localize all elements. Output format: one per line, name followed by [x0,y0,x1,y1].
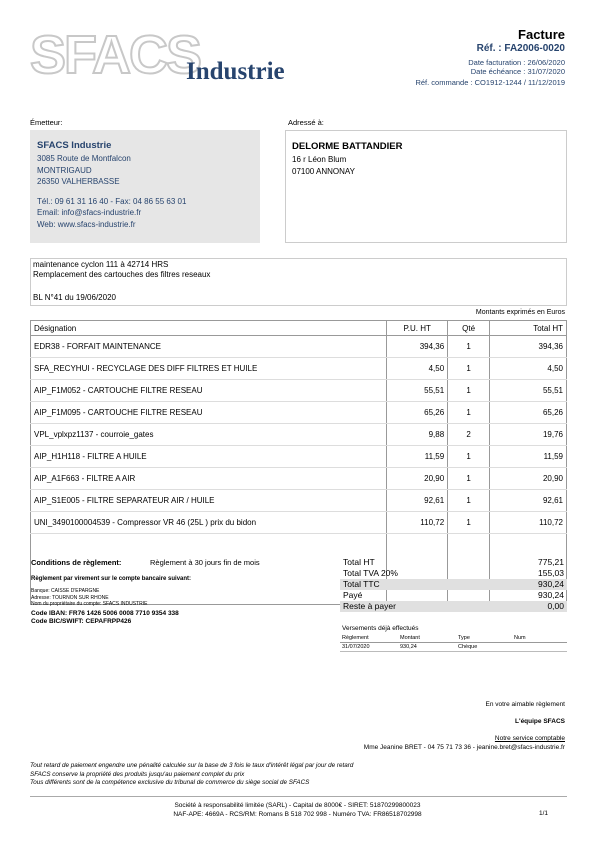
line-total: 20,90 [490,468,567,490]
sender-address-line: MONTRIGAUD [37,165,92,175]
payment-number [512,643,567,652]
line-designation: SFA_RECYHUI - RECYCLAGE DES DIFF FILTRES ET HUILE [31,358,387,380]
line-unit-price: 394,36 [387,336,448,358]
recipient-address-line: 16 r Léon Blum [292,155,347,164]
line-unit-price: 4,50 [387,358,448,380]
line-designation: VPL_vplxpz1137 - courroie_gates [31,424,387,446]
table-row [31,336,567,358]
subject-line: Remplacement des cartouches des filtres reseaux [33,270,211,279]
line-total: 55,51 [490,380,567,402]
payment-conditions-value: Règlement à 30 jours fin de mois [150,558,260,567]
page-number: 1/1 [538,810,548,817]
team-signature: L'équipe SFACS [515,718,565,725]
line-quantity: 1 [448,490,490,512]
total-value: 775,21 [538,557,564,567]
invoice-subject-box [30,258,567,306]
line-designation: AIP_A1F663 - FILTRE A AIR [31,468,387,490]
sender-website: Web: www.sfacs-industrie.fr [37,219,136,229]
recipient-box [285,130,567,243]
bank-name: Banque: CAISSE D'EPARGNE [31,588,100,594]
total-label: Total TVA 20% [343,568,398,578]
total-label: Reste à payer [343,601,396,611]
column-header-unit-price: P.U. HT [387,321,448,336]
sender-email: Email: info@sfacs-industrie.fr [37,208,142,217]
delivery-note: BL N°41 du 19/06/2020 [33,293,116,302]
line-unit-price: 92,61 [387,490,448,512]
sender-label: Émetteur: [30,118,63,127]
line-designation: UNI_3490100004539 - Compressor VR 46 (25L ) prix du bidon [31,512,387,534]
column-header-designation: Désignation [31,321,387,336]
total-value: 930,24 [538,590,564,600]
line-quantity: 1 [448,336,490,358]
invoice-subject [33,260,210,303]
total-tva-row [340,568,567,579]
line-total: 92,61 [490,490,567,512]
legal-mention-line: Tous différents sont de la compétence exclusive du tribunal de commerce du siège social de SFACS [30,779,310,786]
currency-note: Montants exprimés en Euros [475,309,565,316]
line-total: 394,36 [490,336,567,358]
legal-mention-line: Tout retard de paiement engendre une pénalité calculée sur la base de 3 fois le taux d'intérêt légal par jour de retard [30,762,354,769]
line-quantity: 1 [448,446,490,468]
total-ttc-row [340,579,567,590]
accounting-contact: Mme Jeanine BRET - 04 75 71 73 36 - jeanine.bret@sfacs-industrie.fr [363,744,565,751]
company-logo: SFACS [30,25,201,85]
line-quantity: 1 [448,512,490,534]
sender-name: SFACS Industrie [37,140,112,151]
table-row [31,490,567,512]
footer-line: NAF-APE: 4669A - RCS/RM: Romans B 518 702 998 - Numéro TVA: FR86518702998 [173,811,422,818]
footer-line: Société à responsabilité limitée (SARL) - Capital de 8000€ - SIRET: 51870299800023 [174,802,421,809]
table-row [31,512,567,534]
column-header-quantity: Qté [448,321,490,336]
payments-header: Type [458,635,470,641]
payments-title: Versements déjà effectués [342,625,419,632]
line-unit-price: 110,72 [387,512,448,534]
line-unit-price: 55,51 [387,380,448,402]
total-value: 155,03 [538,568,564,578]
line-designation: AIP_S1E005 - FILTRE SEPARATEUR AIR / HUILE [31,490,387,512]
total-label: Total HT [343,557,375,567]
payments-header-row [340,634,567,643]
line-unit-price: 65,26 [387,402,448,424]
line-designation: EDR38 - FORFAIT MAINTENANCE [31,336,387,358]
line-unit-price: 11,59 [387,446,448,468]
total-label: Payé [343,590,363,600]
accounting-service: Notre service comptable [494,735,565,742]
bank-address: Adresse: TOURNON SUR RHONE [31,594,109,601]
paid-row [340,590,567,601]
iban: Code IBAN: FR76 1426 5006 0008 7710 9354 338 [31,610,179,617]
line-unit-price: 20,90 [387,468,448,490]
recipient-address-line: 07100 ANNONAY [292,166,355,176]
total-ht-row [340,557,567,568]
bank-transfer-title: Règlement par virement sur le compte bancaire suivant: [31,576,192,582]
company-logo-subtitle: Industrie [186,58,285,85]
total-value: 930,24 [538,579,564,589]
sender-phone: Tél.: 09 61 31 16 40 - Fax: 04 86 55 63 01 [37,196,187,206]
bic: Code BIC/SWIFT: CEPAFRPP426 [31,618,132,625]
table-row [31,380,567,402]
invoice-date: Date facturation : 26/06/2020 [468,58,565,67]
due-date: Date échéance : 31/07/2020 [470,67,565,76]
invoice-reference: Réf. : FA2006-0020 [476,43,565,54]
total-value: 0,00 [547,601,564,611]
balance-due-row [340,601,567,612]
payment-type: Chèque [458,644,478,650]
bank-codes [31,610,179,626]
payments-row [340,643,567,652]
line-designation: AIP_H1H118 - FILTRE A HUILE [31,446,387,468]
subject-line: maintenance cyclon 111 à 42714 HRS [33,260,169,269]
line-quantity: 1 [448,380,490,402]
line-quantity: 1 [448,402,490,424]
company-legal-footer [0,801,595,819]
table-header-row [31,321,567,336]
payments-header: Règlement [342,635,369,641]
table-row [31,424,567,446]
sender-address-line: 3085 Route de Montfalcon [37,154,131,163]
legal-mentions [30,762,353,788]
line-quantity: 2 [448,424,490,446]
recipient-address [292,154,355,177]
line-unit-price: 9,88 [387,424,448,446]
account-owner: Nom du propriétaire du compte: SFACS INDUSTRIE [31,601,148,607]
payment-date: 31/07/2020 [342,644,370,650]
document-title: Facture [518,27,565,42]
order-reference: Réf. commande : CO1912-1244 / 11/12/2019 [415,78,565,87]
recipient-label: Adressé à: [288,118,324,127]
table-row [31,358,567,380]
sender-box [30,130,260,243]
line-quantity: 1 [448,468,490,490]
payments-table [340,634,567,652]
payment-amount: 930,24 [400,644,417,650]
line-designation: AIP_F1M095 - CARTOUCHE FILTRE RESEAU [31,402,387,424]
sender-address-line: 26350 VALHERBASSE [37,177,120,186]
column-header-total: Total HT [490,321,567,336]
payments-header: Num [514,635,526,641]
payment-conditions-label: Conditions de règlement: [31,558,122,567]
line-designation: AIP_F1M052 - CARTOUCHE FILTRE RESEAU [31,380,387,402]
closing-greeting: En votre aimable règlement [485,701,565,708]
footer-divider [30,796,567,797]
legal-mention-line: SFACS conserve la propriété des produits jusqu'au paiement complet du prix [30,770,245,778]
line-quantity: 1 [448,358,490,380]
table-row [31,468,567,490]
total-label: Total TTC [343,579,380,589]
line-total: 110,72 [490,512,567,534]
line-total: 19,76 [490,424,567,446]
payments-header: Montant [400,635,420,641]
line-total: 65,26 [490,402,567,424]
recipient-name: DELORME BATTANDIER [292,141,403,152]
table-row [31,402,567,424]
sender-address [37,153,186,230]
table-row [31,446,567,468]
line-total: 11,59 [490,446,567,468]
line-total: 4,50 [490,358,567,380]
bank-details [31,588,147,608]
